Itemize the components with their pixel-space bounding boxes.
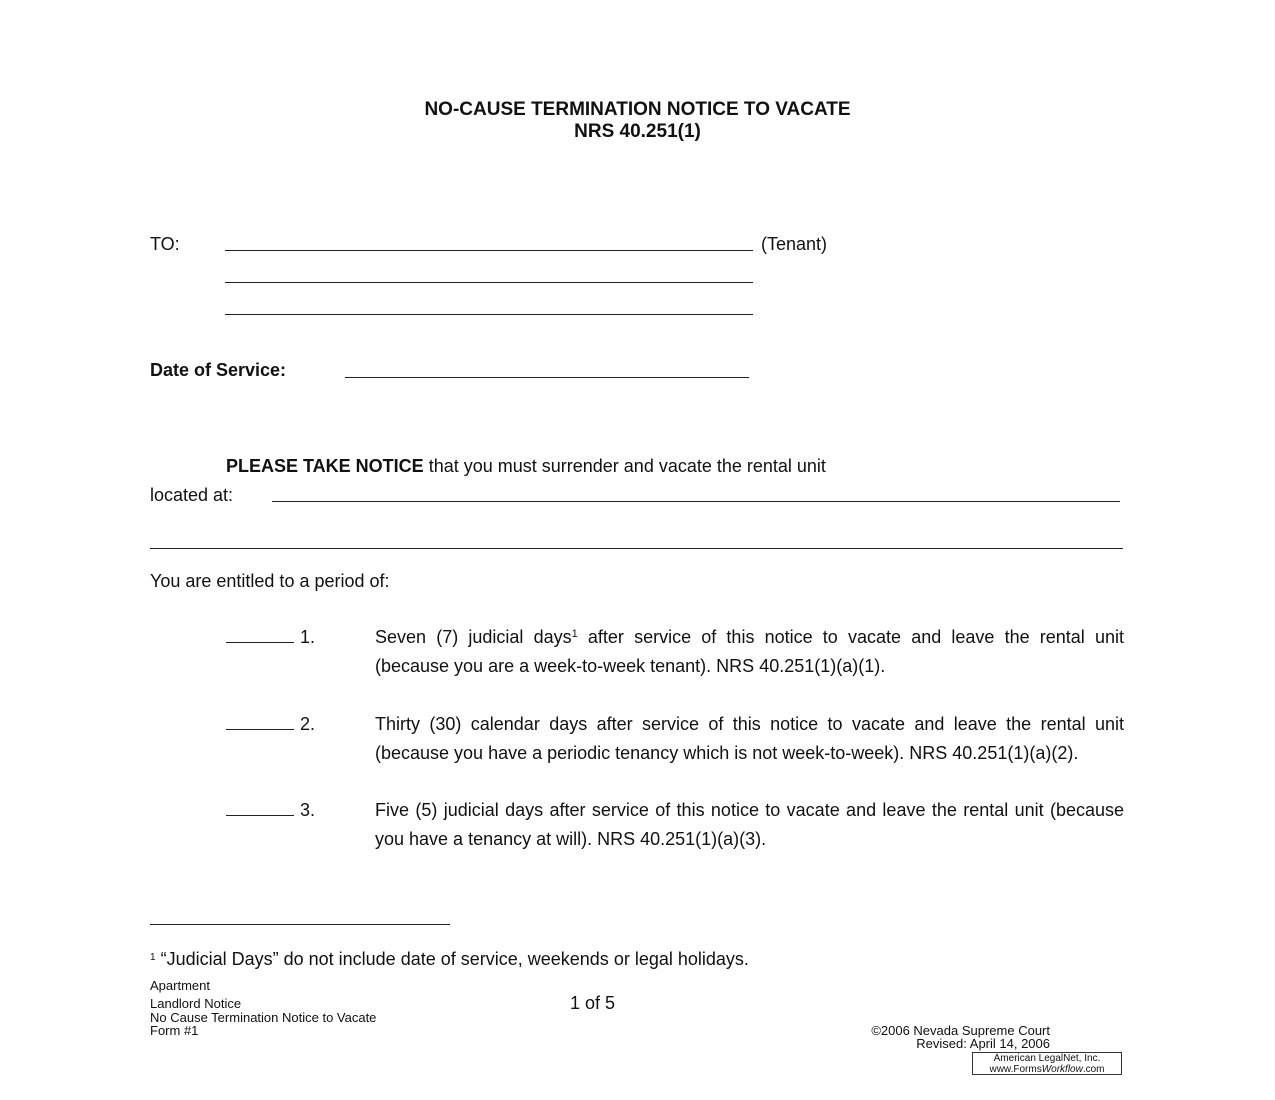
located-at-label: located at: bbox=[150, 485, 234, 505]
logo-line-2 bbox=[973, 1064, 1121, 1075]
footer-form-line-4: Form #1 bbox=[150, 1023, 199, 1038]
option-2-checkbox-blank[interactable] bbox=[226, 713, 294, 730]
tenant-suffix-label: (Tenant) bbox=[761, 234, 828, 254]
footer-form-line-1: Apartment bbox=[150, 978, 210, 993]
option-1-marker bbox=[226, 623, 315, 652]
option-2-marker bbox=[226, 710, 315, 739]
footnote bbox=[150, 948, 749, 970]
option-3-text: Five (5) judicial days after service of this notice to vacate and leave the rental unit (because you have a tenancy at will). NRS 40.251(1)(a)(3). bbox=[375, 800, 1124, 849]
revised-date: Revised: April 14, 2006 bbox=[916, 1036, 1050, 1051]
entitled-text: You are entitled to a period of: bbox=[150, 571, 390, 591]
footer-form-line-3: No Cause Termination Notice to Vacate bbox=[150, 1010, 377, 1025]
option-3-checkbox-blank[interactable] bbox=[226, 799, 294, 816]
option-3-number: 3. bbox=[300, 800, 316, 820]
option-2-text: Thirty (30) calendar days after service of this notice to vacate and leave the rental unit (because you have a periodic tenancy which is not week-to-week). NRS 40.251(1)(a)(2). bbox=[375, 714, 1124, 763]
option-3-marker bbox=[226, 796, 315, 825]
form-title: NO-CAUSE TERMINATION NOTICE TO VACATE bbox=[424, 99, 851, 120]
logo-line-2-prefix: www.Forms bbox=[989, 1064, 1042, 1075]
date-of-service-field[interactable] bbox=[345, 377, 749, 378]
footer-form-line-2: Landlord Notice bbox=[150, 996, 242, 1011]
option-2-number: 2. bbox=[300, 714, 316, 734]
statute-reference: NRS 40.251(1) bbox=[574, 121, 701, 142]
rental-address-field-2[interactable] bbox=[150, 548, 1123, 549]
date-of-service-label: Date of Service: bbox=[150, 360, 287, 380]
american-legalnet-logo bbox=[972, 1052, 1122, 1075]
option-1-checkbox-blank[interactable] bbox=[226, 626, 294, 643]
rental-address-field-1[interactable] bbox=[272, 501, 1120, 502]
footnote-ref: 1 bbox=[571, 628, 578, 640]
copyright: ©2006 Nevada Supreme Court bbox=[871, 1023, 1050, 1038]
footnote-text: “Judicial Days” do not include date of service, weekends or legal holidays. bbox=[160, 949, 749, 969]
tenant-name-field[interactable] bbox=[225, 250, 753, 251]
logo-line-2-italic: Workflow bbox=[1041, 1064, 1083, 1075]
notice-lead bbox=[226, 455, 826, 477]
logo-line-2-suffix: .com bbox=[1082, 1064, 1105, 1075]
option-1-text bbox=[375, 623, 1124, 681]
footnote-marker: 1 bbox=[150, 952, 156, 963]
footnote-separator bbox=[150, 924, 450, 925]
logo-line-1: American LegalNet, Inc. bbox=[993, 1053, 1101, 1064]
tenant-address-line-1[interactable] bbox=[225, 282, 753, 283]
option-1-number: 1. bbox=[300, 627, 316, 647]
page-number: 1 of 5 bbox=[570, 993, 616, 1013]
option-1-text-rest: after service of this notice to vacate and leave the rental unit (because you are a week-to-week tenant). NRS 40.251(1)(a)(1). bbox=[375, 627, 1124, 676]
to-label: TO: bbox=[150, 234, 180, 254]
notice-lead-rest: that you must surrender and vacate the rental unit bbox=[428, 456, 826, 476]
option-1-text-main: Seven (7) judicial days bbox=[375, 627, 572, 647]
tenant-address-line-2[interactable] bbox=[225, 314, 753, 315]
notice-lead-bold: PLEASE TAKE NOTICE bbox=[226, 456, 424, 476]
